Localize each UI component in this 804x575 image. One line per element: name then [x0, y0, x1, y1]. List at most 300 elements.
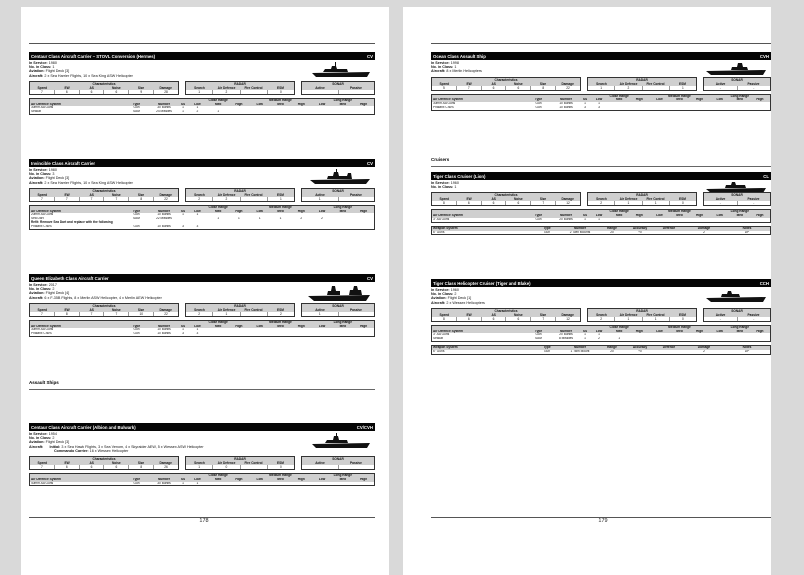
characteristics-table: Characteristics Speed EW AS Noise Size Damage 7 6 6 6 9 28 [29, 81, 179, 95]
table-cell: High [235, 324, 243, 328]
table-cell [629, 337, 649, 341]
table-cell: 1 Twin Mount [570, 349, 590, 353]
sonar-table: SONAR Active Passive [301, 456, 375, 470]
ship-code: CV [367, 275, 373, 281]
value-cell: 10 [129, 312, 154, 316]
table-cell: High [635, 98, 643, 102]
table-cell: High [360, 477, 368, 481]
table-cell [649, 218, 669, 222]
table-cell: DP [744, 349, 750, 353]
range-group-label: Long Range [730, 325, 750, 329]
table-cell: Med [676, 214, 683, 218]
column-header: EW [64, 192, 70, 197]
table-cell: SS [180, 477, 186, 481]
air-defence-table [431, 209, 771, 222]
table-cell: Air Defence System [433, 329, 463, 333]
aircraft-initial-value: 3 x Sea Hawk Flights, 3 x Sea Venom, 4 x Skyraider AEW, 5 x Wessex ASW Helicopter [61, 444, 204, 449]
table-cell: Type [132, 102, 141, 106]
table-cell [730, 106, 750, 110]
value-cell: 1 [279, 196, 282, 201]
ship-header [29, 52, 375, 60]
table-cell: Med [277, 477, 284, 481]
value-cell: 6 [457, 317, 482, 321]
table-cell: DP [744, 230, 750, 234]
table-cell: Notes [742, 226, 752, 230]
table-cell: Low [318, 209, 326, 213]
value-cell: - [753, 201, 755, 206]
air-defence-table [431, 325, 771, 342]
value-cell: 1 [302, 197, 339, 201]
column-header: Passive [747, 197, 760, 202]
column-header: Speed [37, 192, 48, 197]
value-cell: 7 [30, 90, 55, 94]
value-cell: 0 [681, 316, 684, 321]
aviation-value: Flight Deck [3] [45, 69, 70, 74]
table-cell: Gun [133, 106, 140, 110]
radar-table: RADAR Search Air Defence Fire Control ESM 2 2 1 [185, 188, 295, 202]
table-cell: Med [214, 102, 222, 106]
table-cell: 24 Missiles [156, 110, 172, 114]
column-header: Search [596, 197, 607, 202]
table-cell: Med [676, 98, 683, 102]
table-cell: 1 [217, 110, 220, 114]
table-cell [229, 482, 250, 486]
table-row [30, 110, 374, 114]
table-cell [649, 106, 669, 110]
aircraft-value: 6 x F-35B Flights, 8 x Merlin ASW Helicopter, 4 x Merlin AEW Helicopter [44, 295, 162, 300]
column-header: EW [466, 312, 472, 317]
no-in-class-value: 2 [52, 287, 55, 292]
table-cell: Number [559, 329, 573, 333]
table-cell: 3 [196, 332, 199, 336]
table-cell: Low [318, 477, 326, 481]
column-header: ESM [277, 192, 284, 197]
table-cell: Gun [133, 481, 140, 485]
aircraft-value: 2 x Wessex Helicopters [446, 300, 485, 305]
table-cell [312, 482, 333, 486]
ship-info: In Service: 1980 No. in Class: 1 Aviation: Flight Deck [3] Aircraft: 2 x Sea Harrier Flights, 10 x Sea King ASW Helicopter [29, 61, 375, 78]
column-header: Active [315, 192, 325, 197]
column-header: Air Defence [217, 85, 236, 90]
characteristics-table: Characteristics Speed EW AS Noise Size Damage 7 7 7 7 8 22 [29, 188, 179, 202]
table-cell: High [297, 324, 305, 328]
value-cell: 2 [279, 311, 282, 316]
table-cell: 1 [196, 106, 199, 110]
table-cell: 10 Bursts [157, 224, 171, 228]
table-cell: Low [194, 477, 201, 481]
table-cell [654, 231, 684, 235]
value-cell: 8 [432, 201, 457, 205]
value-cell [241, 197, 268, 201]
table-cell: 30mm AA Guns [31, 106, 54, 110]
table-cell: Low [256, 102, 263, 106]
value-cell: 7 [80, 197, 105, 201]
table-cell [649, 337, 669, 341]
value-cell: 1 [588, 86, 615, 90]
table-cell: Air Defence System [31, 209, 61, 213]
value-cell [339, 197, 375, 201]
table-cell: Air Defence System [31, 102, 61, 106]
ship-name: Invincible Class Aircraft Carrier [31, 160, 96, 166]
table-cell: Phalanx CIWS [31, 332, 52, 336]
column-header: Active [315, 461, 325, 466]
ship-header [431, 52, 771, 60]
value-cell: 8 [432, 317, 457, 321]
range-group-label: Medium Range [269, 474, 292, 478]
table-cell: Defence [662, 226, 676, 230]
table-cell: SS [582, 329, 588, 333]
column-header: Search [194, 192, 205, 197]
ship-code: CL [763, 173, 769, 179]
table-cell [312, 110, 333, 114]
table-cell: 1 [182, 110, 184, 114]
column-header: Damage [561, 312, 574, 317]
table-cell: Low [194, 102, 201, 106]
column-header: Fire Control [244, 307, 263, 312]
column-header: EW [64, 461, 70, 466]
sonar-table: SONAR Active Passive [301, 81, 375, 95]
value-cell: 9 [129, 90, 154, 94]
table-cell [312, 225, 333, 229]
table-cell: Low [716, 329, 723, 333]
table-cell [291, 482, 312, 486]
column-header: Speed [37, 461, 48, 466]
column-header: Active [715, 197, 726, 202]
value-cell: 7 [30, 312, 55, 316]
value-cell: - [753, 85, 755, 90]
characteristics-table: Characteristics Speed EW AS Noise Size Damage 8 6 6 6 7 12 [431, 192, 581, 206]
ship-header [431, 279, 771, 287]
value-cell: 6 [104, 465, 129, 469]
value-cell: 1 [213, 312, 240, 316]
table-cell: Number [559, 214, 573, 218]
table-cell: 2 [321, 217, 323, 221]
value-cell: 22 [164, 196, 168, 201]
table-cell: 3 [598, 106, 600, 109]
table-cell: Gun [543, 230, 551, 234]
characteristics-table: Characteristics Speed EW AS Noise Size Damage 7 6 6 6 8 26 [29, 456, 179, 470]
table-cell [629, 218, 649, 222]
value-cell: 2 [588, 201, 615, 205]
table-cell: 20 [610, 349, 614, 353]
table-cell: 1 [182, 213, 184, 217]
table-cell: 1 [182, 106, 184, 110]
table-cell: Number [157, 477, 171, 481]
table-cell [710, 337, 730, 341]
radar-table: RADAR Search Air Defence Fire Control ESM 2 1 1 0 [587, 308, 697, 322]
table-cell [750, 218, 770, 222]
value-cell: 1 [186, 90, 213, 94]
stats-tables [29, 303, 375, 317]
no-in-class-value: 1 [454, 185, 457, 190]
table-cell: SAM [535, 337, 542, 341]
table-cell: Gun [543, 349, 551, 353]
ship-silhouette-icon [311, 433, 371, 449]
column-header: Active [315, 307, 325, 312]
table-cell: Defence [662, 346, 676, 349]
value-cell: 0 [213, 465, 240, 469]
table-cell [353, 482, 374, 486]
column-header: Size [137, 192, 145, 197]
table-cell: Low [595, 98, 603, 102]
value-cell: 1 [186, 465, 213, 469]
column-header: Noise [514, 312, 523, 317]
air-defence-table [29, 98, 375, 115]
value-cell: 7 [80, 312, 105, 316]
table-row [432, 337, 770, 341]
column-header: Speed [439, 81, 450, 86]
column-header: Noise [112, 192, 121, 197]
column-header: Damage [159, 192, 172, 197]
value-cell: 8 [55, 312, 80, 316]
table-cell [690, 106, 710, 110]
table-cell: Air Defence System [31, 477, 61, 481]
column-header: EW [64, 307, 70, 312]
table-cell: Type [543, 226, 551, 230]
ship-header [29, 274, 375, 282]
value-cell: 7 [104, 312, 129, 316]
table-cell: Gun [133, 328, 140, 332]
column-header: Speed [439, 197, 450, 202]
column-header: Noise [514, 197, 523, 202]
table-cell: 3" AA Guns [433, 218, 450, 221]
table-cell: High [297, 102, 305, 106]
column-header: Speed [439, 312, 450, 317]
value-cell: 7 [30, 197, 55, 201]
stats-tables [29, 188, 375, 202]
table-cell: 2 [598, 337, 600, 341]
table-cell [750, 106, 770, 110]
table-cell: 20 Bursts [559, 218, 573, 221]
column-header: Search [194, 85, 205, 90]
table-cell: 1 [217, 217, 220, 221]
table-cell: SS [582, 98, 588, 102]
table-cell: Low [256, 209, 263, 213]
table-cell: Gun [535, 333, 542, 337]
column-header: Damage [561, 81, 574, 86]
table-cell: Range [607, 226, 617, 230]
column-header: Active [715, 81, 726, 86]
range-group-label: Long Range [730, 210, 750, 214]
sonar-table: SONAR Active Passive - - [703, 308, 771, 322]
table-cell: High [756, 214, 764, 218]
ship-silhouette-icon [705, 289, 767, 303]
column-header: EW [466, 197, 472, 202]
table-cell: High [635, 214, 643, 218]
table-cell: 20 [610, 230, 614, 234]
value-cell: 28 [164, 89, 168, 94]
aircraft-value: 2 x Sea Harrier Flights, 10 x Sea King ASW Helicopter [44, 180, 133, 185]
in-service-value: 1980 [48, 61, 57, 65]
ship-card-queen-elizabeth [29, 274, 375, 337]
table-cell: Accuracy [632, 226, 648, 230]
table-cell [710, 106, 730, 110]
table-cell: 2 Twin Mounts [569, 230, 591, 234]
table-cell: 1 [196, 481, 199, 485]
table-cell: Low [256, 477, 263, 481]
value-cell [302, 465, 339, 469]
table-cell: Type [534, 214, 543, 218]
ship-card-hermes [29, 52, 375, 115]
column-header: Air Defence [619, 312, 638, 317]
table-cell: High [696, 329, 704, 333]
column-header: Passive [350, 85, 362, 90]
table-cell: SS [180, 209, 186, 213]
value-cell: 6 [55, 465, 80, 469]
column-header: EW [64, 85, 70, 90]
range-group-label: Long Range [730, 94, 750, 98]
ship-card-ocean [431, 52, 771, 111]
value-cell: 2 [588, 317, 615, 321]
column-header: Noise [112, 85, 121, 90]
table-cell: High [696, 214, 704, 218]
table-cell: Med [615, 98, 623, 102]
table-cell: Med [214, 477, 222, 481]
table-cell: 3 [196, 224, 199, 228]
value-cell: 8 [129, 465, 154, 469]
value-cell [241, 465, 268, 469]
table-cell: 1 [279, 217, 282, 221]
ship-info: In Service: 1980 No. in Class: 3 Aviation: Flight Deck [3] Aircraft: 2 x Sea Harrier Flights, 10 x Sea King ASW Helicopter [29, 168, 375, 185]
table-cell: 40mm AA Guns [31, 481, 54, 485]
page-number: 179 [598, 518, 608, 524]
aviation-value: Flight Deck [4] [45, 291, 70, 296]
ship-info: In Service: 1960 No. in Class: 2 Aviation: Flight Deck [1] Aircraft: 2 x Wessex Helicopters [431, 288, 771, 305]
table-cell: Med [339, 102, 347, 106]
ship-info: In Service: 1998 No. in Class: 1 Aircraft: 8 x Merlin Helicopters [431, 61, 771, 74]
sonar-table: SONAR Active Passive - - [703, 77, 771, 91]
value-cell: - [704, 317, 738, 321]
table-cell: 1 [598, 218, 600, 221]
table-cell [669, 218, 689, 222]
ship-name: Tiger Class Helicopter Cruiser (Tiger and Blake) [433, 280, 531, 286]
ship-silhouette-icon [311, 62, 371, 78]
table-cell: High [756, 329, 764, 333]
table-cell: Med [615, 329, 623, 333]
air-defence-table [29, 473, 375, 486]
value-cell: 7 [55, 197, 80, 201]
table-cell: +0 [638, 230, 642, 234]
column-header: Air Defence [217, 307, 236, 312]
column-header: Speed [37, 307, 48, 312]
value-cell: 1 [302, 312, 339, 316]
table-cell: Med [736, 98, 743, 102]
table-cell: SS [582, 214, 588, 218]
ship-card-tiger-lion [431, 172, 771, 235]
table-cell: 10 Bursts [559, 102, 573, 106]
table-cell: 3 [182, 332, 184, 336]
table-cell: 2 [300, 217, 303, 221]
page-number: 178 [199, 518, 209, 524]
table-cell: Notes [742, 346, 752, 349]
ship-info: In Service: 1960 No. in Class: 1 [431, 181, 771, 189]
value-cell: 2 [213, 197, 240, 201]
table-cell: 1 [196, 213, 199, 217]
value-cell [241, 90, 268, 94]
table-cell [270, 332, 291, 336]
table-cell: Number [573, 226, 587, 230]
column-header: Size [137, 461, 145, 466]
value-cell: 5 [432, 86, 457, 90]
table-cell: Med [277, 102, 284, 106]
column-header: Fire Control [244, 85, 263, 90]
value-cell: 6 [482, 201, 507, 205]
ship-code: CVH [759, 53, 769, 59]
table-cell: High [235, 477, 243, 481]
table-cell: 1 [196, 328, 199, 332]
table-cell: 3 [584, 106, 586, 109]
value-cell: 0 [279, 465, 282, 470]
table-cell: Type [534, 329, 543, 333]
aircraft-value: 8 x Merlin Helicopters [446, 69, 482, 74]
table-cell: Low [716, 98, 723, 102]
column-header: Fire Control [646, 312, 665, 317]
range-group-label: Close Range [208, 98, 228, 102]
column-header: Air Defence [217, 192, 236, 197]
table-cell [353, 217, 374, 221]
range-group-label: Medium Range [668, 210, 691, 214]
table-cell: Low [595, 214, 603, 218]
table-cell: High [635, 329, 643, 333]
no-in-class-value: 1 [52, 65, 55, 70]
table-cell [629, 106, 649, 110]
table-cell: Phalanx CIWS [433, 106, 454, 109]
table-cell: Low [656, 329, 663, 333]
table-cell [730, 218, 750, 222]
ship-silhouette-icon [307, 284, 371, 302]
value-cell: 6 [506, 317, 531, 321]
ship-info: In Service: 2017 No. in Class: 2 Aviation: Flight Deck [4] Aircraft: 6 x F-35B Flights, 8 x Merlin ASW Helicopter, 4 x Merlin AEW Helicopter [29, 283, 375, 300]
column-header: Fire Control [646, 197, 665, 202]
ship-name: Centaur Class Aircraft Carrier – STOVL Conversion (Hermes) [31, 53, 156, 59]
table-cell: Low [716, 214, 723, 218]
ship-code: CCH [759, 280, 769, 286]
column-header: Air Defence [619, 81, 638, 86]
column-header: AS [89, 85, 94, 90]
value-cell: 22 [164, 311, 168, 316]
table-cell: Damage [697, 346, 711, 349]
column-header: Passive [350, 192, 362, 197]
in-service-value: 1980 [48, 168, 57, 172]
table-cell [669, 337, 689, 341]
column-header: Size [539, 81, 547, 86]
table-cell: 30mm AA Guns [31, 328, 54, 332]
table-row [30, 225, 374, 229]
table-cell [312, 332, 333, 336]
table-cell: High [360, 102, 368, 106]
sonar-table: SONAR Active Passive 1 [301, 303, 375, 317]
table-cell [229, 110, 250, 114]
table-cell: Gun [535, 102, 542, 106]
table-row [30, 482, 374, 486]
value-cell: 6 [482, 317, 507, 321]
ship-info: In Service: 1954 No. in Class: 2 Aviation: Flight Deck [3] Aircraft: Initial: 3 x Sea Hawk Flights, 3 x Sea Venom, 4 x Skyraider AEW, 5 x Wessex ASW Helicopter Commando Carrier: 16 x Wessex Helicopter [29, 432, 375, 453]
range-group-label: Medium Range [269, 205, 292, 209]
value-cell: 0 [681, 201, 684, 206]
table-cell: Number [573, 346, 587, 349]
column-header: ESM [277, 85, 284, 90]
table-cell: Weapon System [433, 226, 458, 230]
table-cell: 1 [618, 337, 621, 341]
table-cell: +0 [638, 349, 642, 353]
range-group-label: Medium Range [668, 94, 691, 98]
no-in-class-value: 3 [52, 172, 55, 177]
table-cell [332, 217, 353, 221]
radar-table: RADAR Search Air Defence Fire Control ESM 1 0 0 [185, 456, 295, 470]
table-cell: 30mm AA Guns [433, 102, 456, 106]
column-header: Fire Control [244, 461, 263, 466]
value-cell: - [704, 201, 738, 205]
